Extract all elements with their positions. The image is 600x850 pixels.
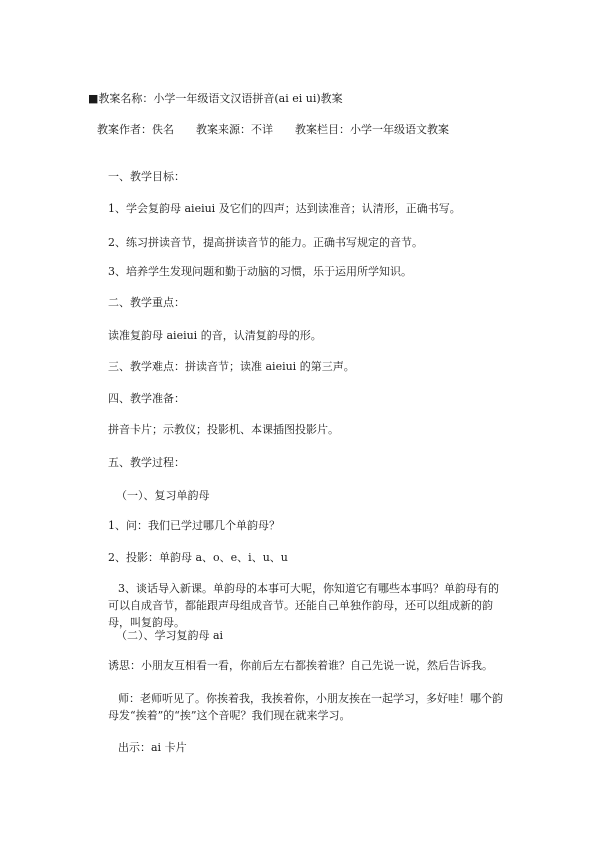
paragraph: 1、问：我们已学过哪几个单韵母？: [108, 519, 280, 532]
paragraph: 3、谈话导入新课。单韵母的本事可大呢，你知道它有哪些本事吗？单韵母有的可以自成音节，都能跟声母组成音节。还能自己单独作韵母，还可以组成新的韵母，叫复韵母。: [108, 582, 499, 629]
section-heading: 四、教学准备：: [108, 392, 185, 405]
paragraph: 2、投影：单韵母 a、o、e、i、u、u: [108, 551, 288, 564]
lesson-title: ■教案名称：小学一年级语文汉语拼音(ai ei ui)教案: [88, 92, 343, 105]
subsection-heading: （二）、学习复韵母 ai: [116, 629, 224, 642]
section-heading: 二、教学重点：: [108, 296, 185, 309]
section-heading: 一、教学目标：: [108, 170, 185, 183]
paragraph: 1、学会复韵母 aieiui 及它们的四声；达到读准音；认清形，正确书写。: [108, 202, 461, 215]
paragraph: 3、培养学生发现问题和勤于动脑的习惯，乐于运用所学知识。: [108, 265, 412, 278]
paragraph: 三、教学难点：拼读音节；读准 aieiui 的第三声。: [108, 360, 355, 373]
paragraph: 读准复韵母 aieiui 的音，认清复韵母的形。: [108, 329, 322, 342]
subsection-heading: （一）、复习单韵母: [116, 489, 210, 502]
paragraph: 诱思：小朋友互相看一看，你前后左右都挨着谁？自己先说一说，然后告诉我。: [108, 659, 493, 672]
paragraph: 师：老师听见了。你挨着我，我挨着你，小朋友挨在一起学习，多好哇！哪个韵母发“挨着”的“挨”这个音呢？我们现在就来学习。: [108, 692, 503, 722]
paragraph: 拼音卡片；示教仪；投影机、本课插图投影片。: [108, 423, 339, 436]
section-heading: 五、教学过程：: [108, 456, 185, 469]
lesson-meta: 教案作者：佚名 教案来源：不详 教案栏目：小学一年级语文教案: [97, 123, 449, 136]
paragraph: 出示：ai 卡片: [118, 741, 187, 754]
paragraph: 2、练习拼读音节，提高拼读音节的能力。正确书写规定的音节。: [108, 236, 423, 249]
